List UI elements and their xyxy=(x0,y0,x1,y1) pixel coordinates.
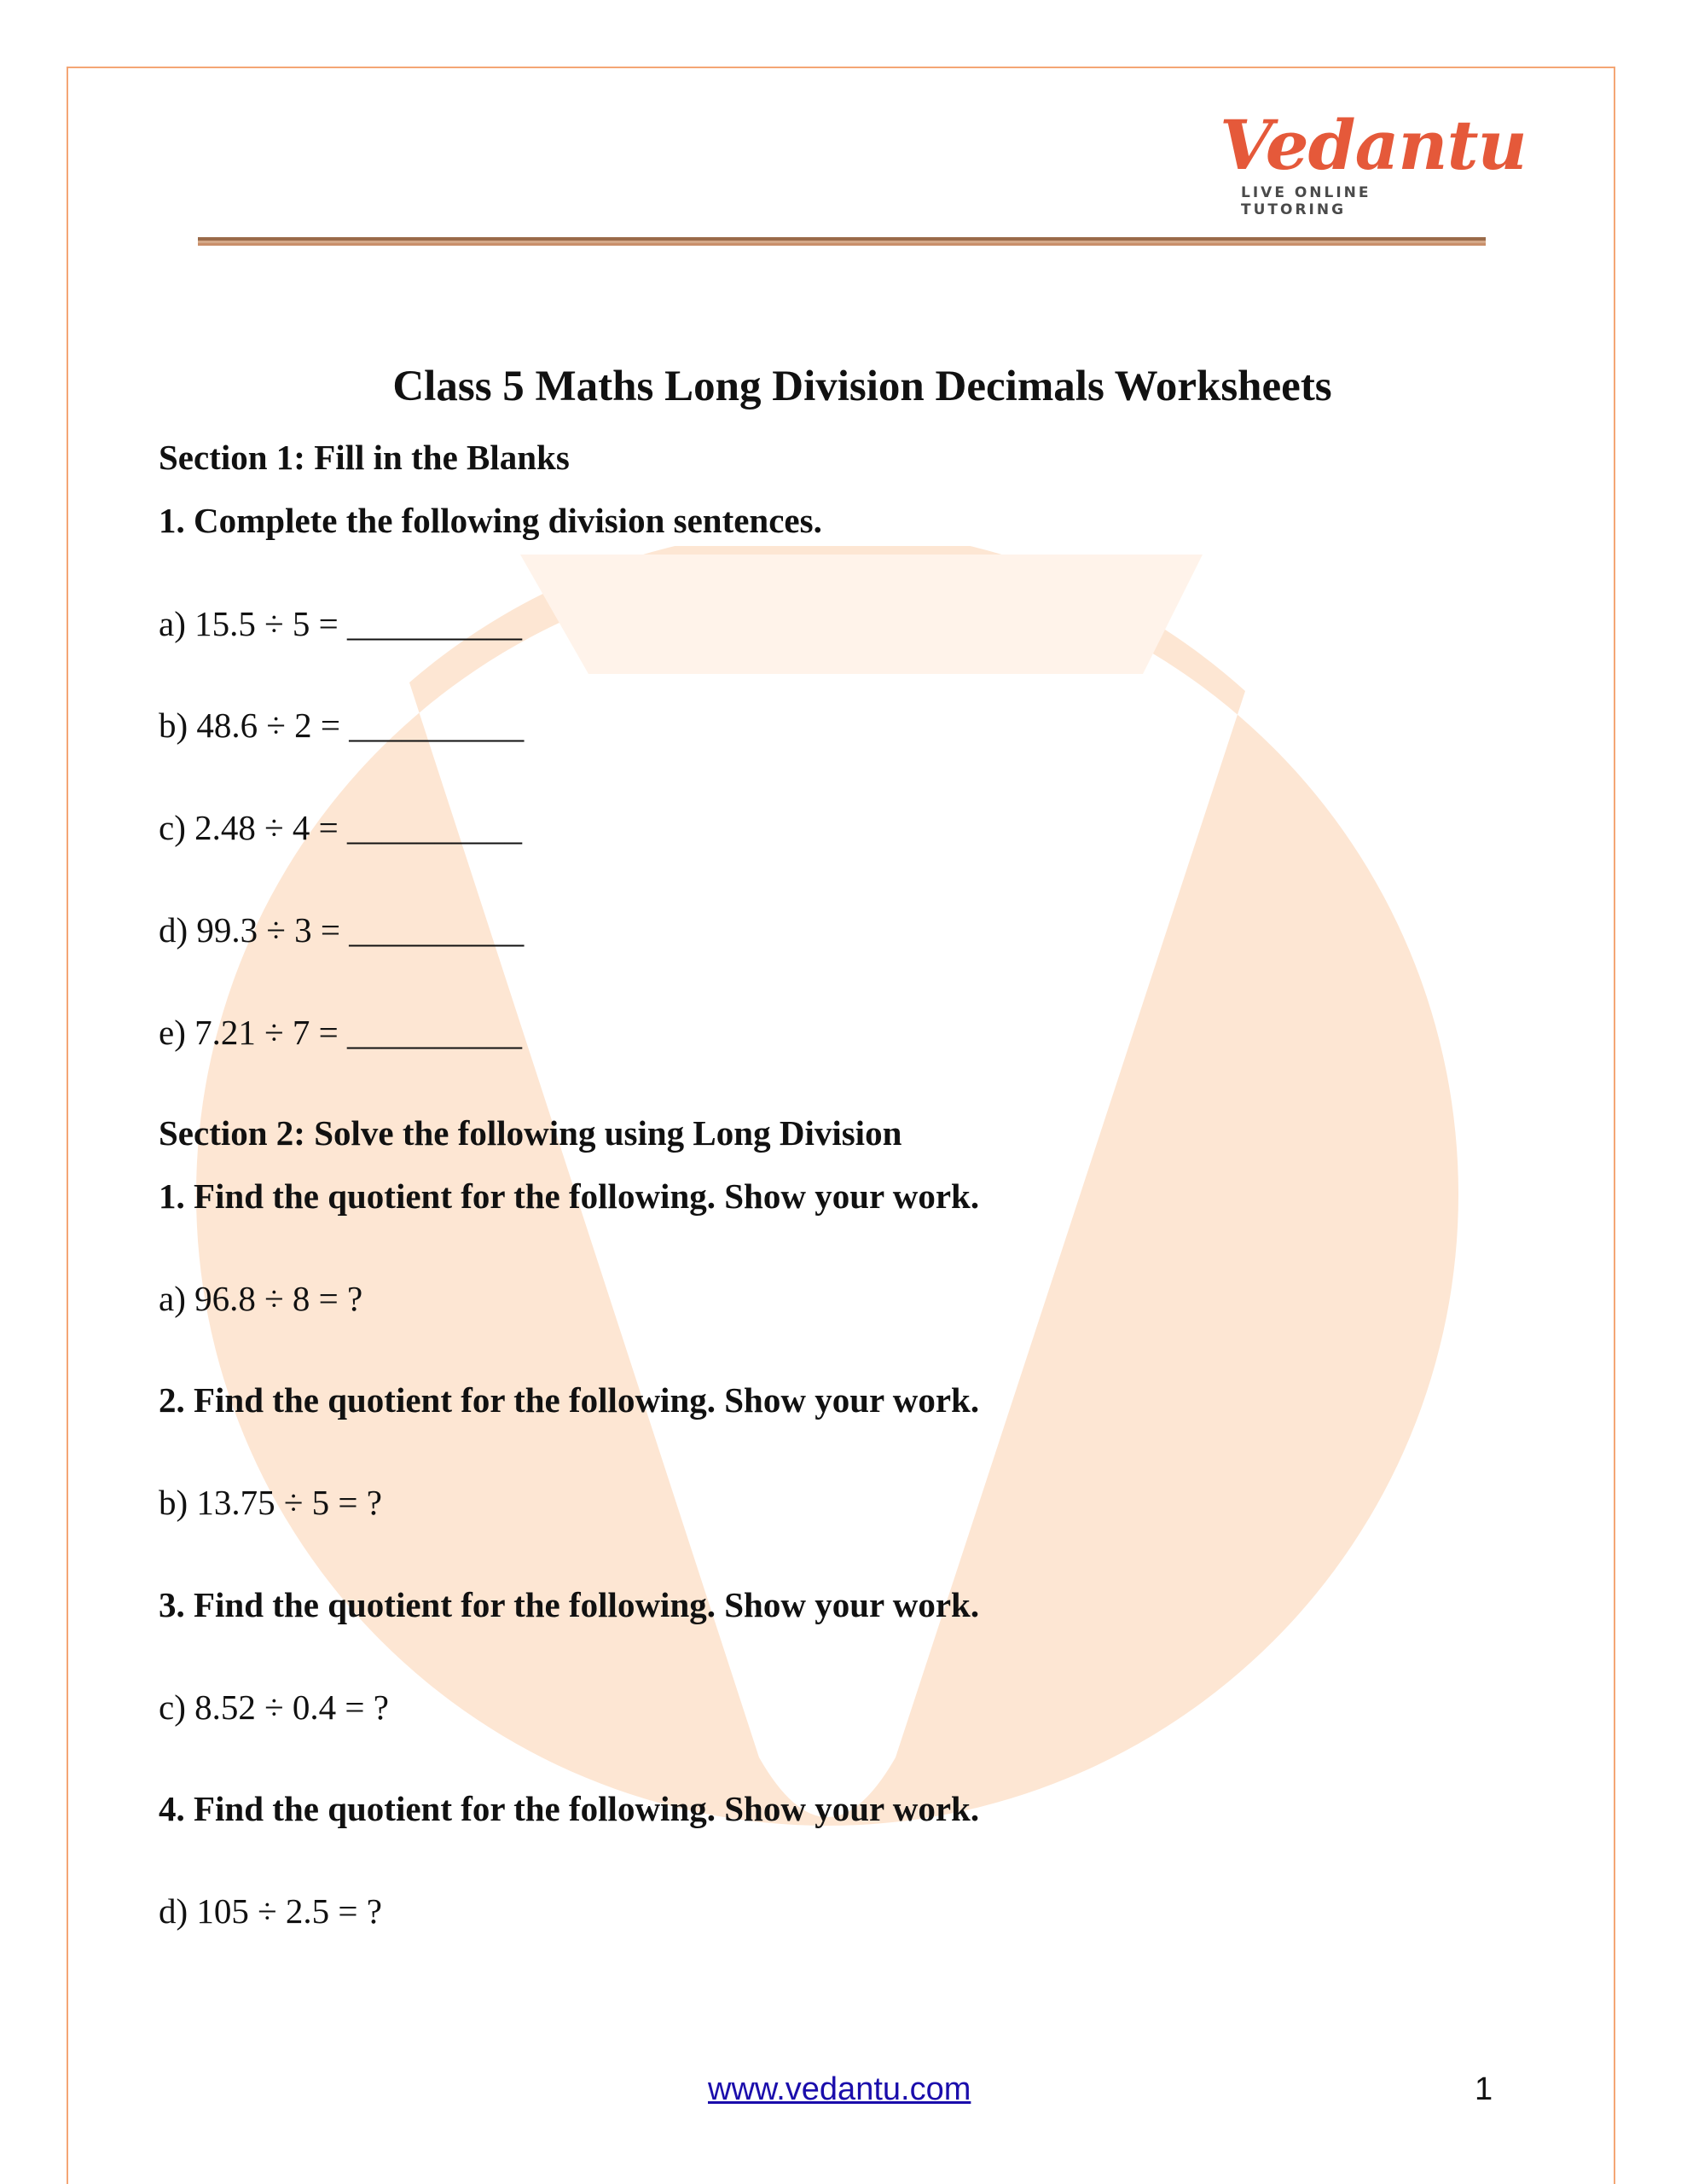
question-prompt: 1. Find the quotient for the following. Show your work. xyxy=(159,1176,980,1216)
fill-blank-item: e) 7.21 ÷ 7 = __________ xyxy=(159,1013,522,1052)
fill-blank-item: d) 99.3 ÷ 3 = __________ xyxy=(159,910,525,950)
logo-wordmark: Vedantu xyxy=(1220,105,1527,185)
section1-instruction: 1. Complete the following division sentences. xyxy=(159,501,822,540)
document-title: Class 5 Maths Long Division Decimals Worksheets xyxy=(392,363,1332,410)
question-problem: c) 8.52 ÷ 0.4 = ? xyxy=(159,1687,389,1727)
question-prompt: 4. Find the quotient for the following. Show your work. xyxy=(159,1789,980,1828)
logo-tagline: LIVE ONLINE TUTORING xyxy=(1241,184,1371,218)
question-prompt: 2. Find the quotient for the following. Show your work. xyxy=(159,1380,980,1420)
footer-website-link[interactable]: www.vedantu.com xyxy=(708,2071,971,2107)
page-number: 1 xyxy=(1475,2071,1493,2107)
question-problem: a) 96.8 ÷ 8 = ? xyxy=(159,1279,363,1318)
fill-blank-item: c) 2.48 ÷ 4 = __________ xyxy=(159,808,522,847)
section2-heading: Section 2: Solve the following using Long Division xyxy=(159,1113,902,1153)
question-prompt: 3. Find the quotient for the following. Show your work. xyxy=(159,1585,980,1624)
vedantu-watermark-icon xyxy=(196,546,1458,1945)
question-problem: d) 105 ÷ 2.5 = ? xyxy=(159,1891,382,1931)
fill-blank-item: a) 15.5 ÷ 5 = __________ xyxy=(159,604,522,643)
fill-blank-item: b) 48.6 ÷ 2 = __________ xyxy=(159,706,525,745)
vedantu-logo xyxy=(1220,105,1527,218)
section1-heading: Section 1: Fill in the Blanks xyxy=(159,438,570,477)
header-rule xyxy=(198,237,1486,246)
question-problem: b) 13.75 ÷ 5 = ? xyxy=(159,1483,382,1522)
